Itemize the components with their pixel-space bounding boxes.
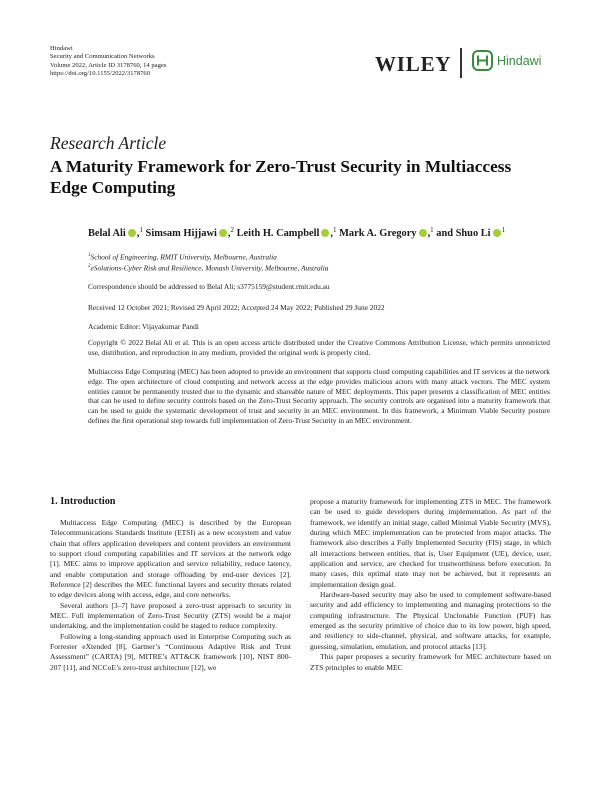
publisher-line: Hindawi [50, 45, 73, 52]
orcid-icon[interactable] [128, 229, 136, 237]
dates: Received 12 October 2021; Revised 29 April 2022; Accepted 24 May 2022; Published 29 June 2022 [88, 303, 385, 312]
author-separator: , [427, 228, 431, 239]
copyright-notice: Copyright © 2022 Belal Ali et al. This is an open access article distributed under the Creative Commons Attribution License, which permits unrestricted use, distribution, and reproduction in any medium, provided the original work is properly cited. [88, 338, 550, 357]
body-paragraph: Multiaccess Edge Computing (MEC) is described by the European Telecommunications Standards Institute (ETSI) as a new ecosystem and value chain that offers application developers and content providers an environment to support cloud computing capabilities and IT services at the network edge [1]. MEC aims to improve application and service reliability, reduce latency, and enable computation and storage offloading by end-user devices [2]. Reference [2] describes the MEC functional layers and security threats related to edge devices along with access, edge, and core networks. [50, 518, 291, 600]
abstract: Multiaccess Edge Computing (MEC) has been adopted to provide an environment that supports cloud computing capabilities and IT services at the network edge. The open architecture of cloud computing and network access at the edge provides malicious actors with many attack vectors. The MEC system entities cannot be permanently trusted due to the dynamic and shareable nature of MEC deployments. This paper presents a classification of MEC entities that can be used to define security controls based on the Zero-Trust Security approach. The security controls are organised into a maturity framework that can be used to guide the systematic development of trust and security in an MEC environment. In this framework, a Minimum Viable Security posture defines the first operational step towards full implementation of Zero-Trust Security in an MEC environment. [88, 367, 550, 425]
affiliation [88, 251, 328, 262]
author-name: Leith H. Campbell [236, 228, 320, 239]
affiliation-marker: 1 [430, 226, 434, 234]
academic-editor: Academic Editor: Vijayakumar Pandi [88, 322, 199, 331]
affiliation-number: 2 [88, 264, 91, 270]
wiley-logo: WILEY [375, 52, 452, 76]
right-column [310, 497, 551, 673]
affiliations [88, 251, 328, 274]
author-list: Belal Ali ,$^1$ Simsam Hijjawi ,$^2$ Leith H. Campbell ,$^1$ Mark A. Gregory ,$^1$ and Shuo Li $^1$ [88, 226, 506, 239]
affiliation-text: eSolutions-Cyber Risk and Resilience, Monash University, Melbourne, Australia [90, 263, 329, 273]
body-paragraph: Several authors [3–7] have proposed a zero-trust approach to security in MEC. Full implementation of Zero-Trust Security (ZTS) would be a major undertaking, and the implementation could be staged to reduce complexity. [50, 600, 291, 631]
affiliation-number: 1 [88, 253, 91, 258]
affiliation-marker: 1 [139, 226, 143, 234]
publisher-logos [372, 44, 554, 80]
affiliation-marker: 1 [333, 226, 337, 234]
section-heading: 1. Introduction [50, 496, 116, 507]
correspondence: Correspondence should be addressed to Belal Ali; s3775159@student.rmit.edu.au [88, 282, 330, 291]
author-name: Shuo Li [455, 228, 491, 239]
body-paragraph: Hardware-based security may also be used to complement software-based security and add efficiency to implementing and managing protections to the computing infrastructure. The Physical Unclonable Function (PUF) has emerged as the security primitive of choice due to its low power, high speed, and resiliency to side-channel, physical, and software attacks, for example, guessing, simulation, emulation, and protocol attacks [13]. [310, 590, 551, 651]
author-separator: , [227, 228, 231, 239]
doi-link[interactable]: https://doi.org/10.1155/2022/3178760 [50, 69, 151, 77]
article-type: Research Article [50, 133, 167, 153]
journal-name: Security and Communication Networks [50, 53, 155, 61]
author-name: Mark A. Gregory [339, 228, 417, 239]
logo-divider [460, 48, 462, 78]
author-name: Simsam Hijjawi [145, 228, 217, 239]
affiliation-marker: 2 [230, 226, 234, 234]
body-paragraph: propose a maturity framework for implementing ZTS in MEC. The framework can be used to guide developers during implementation. As part of the framework, we identify an initial stage, called Minimal Viable Security (MVS), during which MEC implementation can be protected from major attacks. The framework also describes a Fully Implemented Security (FIS) stage, in which all interactions between entities, that is, User Equipment (UE), device, user, application and service, are checked for trustworthiness before execution. In many cases, this optimal state may not be achieved, but it represents an implementation design goal. [310, 497, 551, 589]
left-column [50, 518, 291, 673]
orcid-icon[interactable] [419, 229, 427, 237]
orcid-icon[interactable] [219, 229, 227, 237]
orcid-icon[interactable] [493, 229, 501, 237]
hindawi-icon [472, 50, 493, 71]
volume-line: Volume 2022, Article ID 3178760, 14 pages [50, 61, 167, 69]
journal-info [50, 45, 166, 78]
affiliation-text: School of Engineering, RMIT University, Melbourne, Australia [90, 252, 277, 262]
hindawi-logo-text: Hindawi [497, 54, 542, 68]
body-paragraph: Following a long-standing approach used in Enterprise Computing such as Forrester eXtended [8], Gartner’s “Continuous Adaptive Risk and Trust Assessment” (CARTA) [9], MITRE’s ATT&CK framework [10], NIST 800-207 [11], and NCCoE’s zero-trust architecture [12], we [50, 631, 291, 672]
affiliation-marker: 1 [501, 226, 506, 234]
paper-title: A Maturity Framework for Zero-Trust Security in Multiaccess Edge Computing [50, 157, 512, 197]
body-paragraph: This paper proposes a security framework for MEC architecture based on ZTS principles to enable MEC [310, 652, 551, 672]
author-separator: , [330, 228, 334, 239]
author-separator: , [136, 228, 140, 239]
orcid-icon[interactable] [321, 229, 329, 237]
author-name: Belal Ali [88, 228, 126, 239]
affiliation [88, 262, 328, 273]
